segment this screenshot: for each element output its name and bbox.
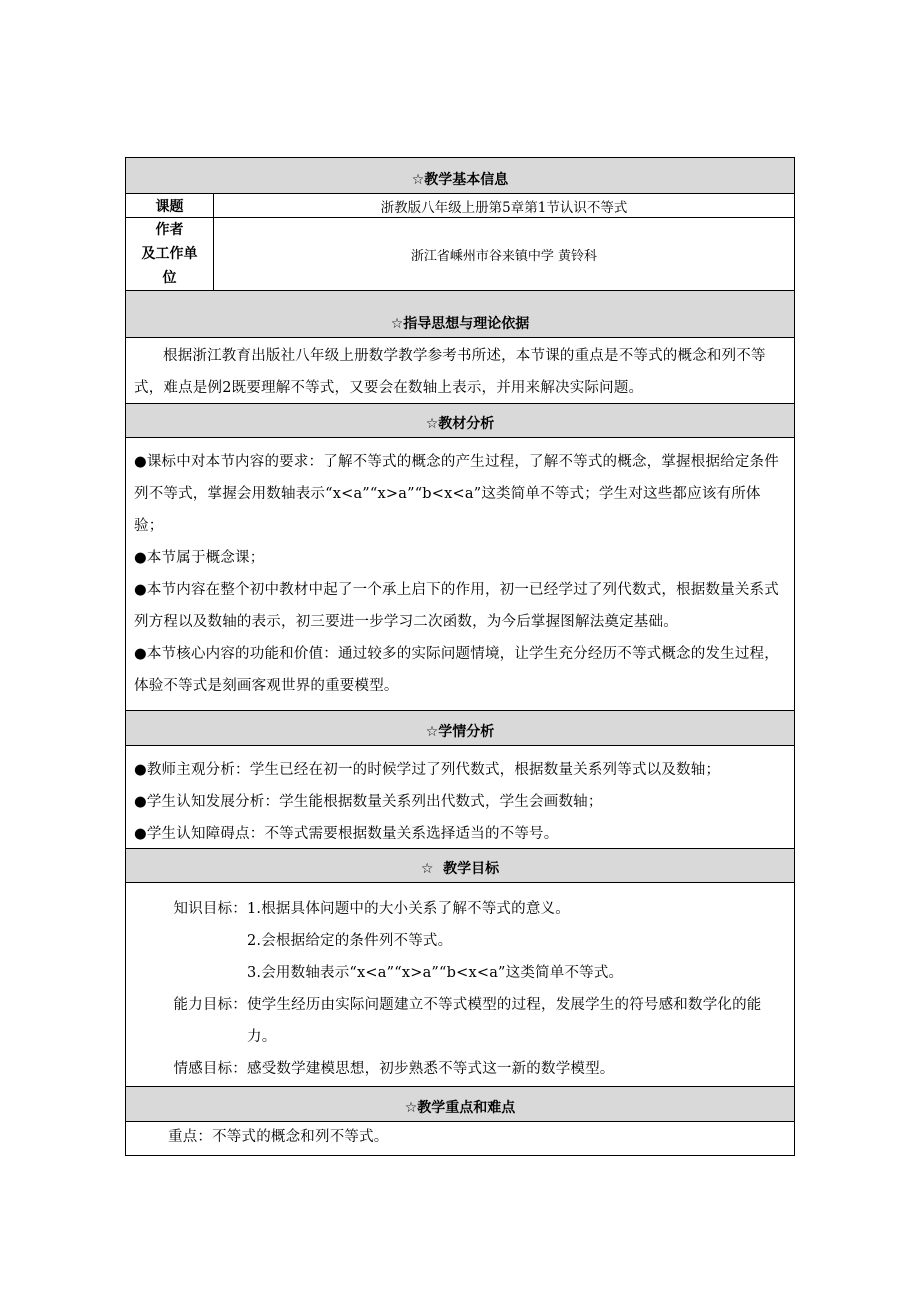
material-item: ●本节内容在整个初中教材中起了一个承上启下的作用，初一已经学过了列代数式，根据数量关系式列方程以及数轴的表示，初三要进一步学习二次函数，为今后掌握图解法奠定基础。: [134, 582, 779, 630]
knowledge-goal: [134, 925, 786, 957]
section-header-student: [126, 711, 794, 746]
section-title: ☆教学重点和难点: [404, 1100, 516, 1116]
goals-body: [126, 883, 794, 1087]
section-title: ☆指导思想与理论依据: [390, 316, 530, 332]
author-label-line-3: 位: [162, 270, 177, 286]
topic-row: [126, 194, 794, 218]
ability-goal-label: 能力目标：: [173, 997, 247, 1013]
spacer: [134, 925, 247, 957]
knowledge-goal: [134, 957, 786, 989]
topic-value: 浙教版八年级上册第5章第1节认识不等式: [380, 199, 628, 216]
guiding-paragraph: 根据浙江教育出版社八年级上册数学教学参考书所述，本节课的重点是不等式的概念和列不等式，难点是例2既要理解不等式，又要会在数轴上表示，并用来解决实际问题。: [134, 348, 766, 396]
knowledge-goal-3: 3.会用数轴表示“x<a”“x>a”“b<x<a”这类简单不等式。: [247, 965, 624, 981]
student-body: [126, 746, 794, 849]
section-header-basic-info: [126, 158, 794, 194]
knowledge-goal-label: 知识目标：: [173, 901, 247, 917]
keypoints-body: [126, 1122, 794, 1155]
material-item: ●课标中对本节内容的要求：了解不等式的概念的产生过程，了解不等式的概念，掌握根据给定条件列不等式，掌握会用数轴表示“x<a”“x>a”“b<x<a”这类简单不等式；学生对这些都应该有所体验；: [134, 454, 779, 534]
section-header-goals: [126, 849, 794, 883]
knowledge-goal: [134, 893, 786, 925]
emotion-goal-text: 感受数学建模思想，初步熟悉不等式这一新的数学模型。: [247, 1061, 615, 1077]
section-title: ☆ 教学目标: [420, 861, 500, 877]
author-label: [126, 218, 214, 290]
author-label-line-2: 及工作单: [141, 246, 198, 262]
material-item: ●本节属于概念课；: [134, 550, 265, 566]
guiding-body: [126, 338, 794, 404]
ability-goal: [134, 989, 786, 1053]
author-label-line-1: 作者: [155, 222, 184, 238]
topic-label-text: 课题: [155, 198, 184, 215]
knowledge-goal-2: 2.会根据给定的条件列不等式。: [247, 933, 453, 949]
author-row: [126, 218, 794, 291]
section-title: ☆教材分析: [425, 416, 495, 432]
material-body: [126, 438, 794, 711]
section-header-material: [126, 404, 794, 438]
student-item: ●学生认知发展分析：学生能根据数量关系列出代数式，学生会画数轴；: [134, 794, 603, 810]
knowledge-goal-1: 1.根据具体问题中的大小关系了解不等式的意义。: [247, 901, 570, 917]
section-title: ☆学情分析: [425, 724, 495, 740]
keypoint-text: 重点：不等式的概念和列不等式。: [168, 1129, 389, 1145]
emotion-goal-label: 情感目标：: [173, 1061, 247, 1077]
section-header-guiding: [126, 291, 794, 338]
section-header-keypoints: [126, 1087, 794, 1122]
section-title: ☆教学基本信息: [411, 172, 509, 188]
student-item: ●学生认知障碍点：不等式需要根据数量关系选择适当的不等号。: [134, 826, 559, 842]
spacer: [134, 957, 247, 989]
topic-label: [126, 194, 214, 217]
author-value: 浙江省嵊州市谷来镇中学 黄铃科: [410, 248, 598, 264]
emotion-goal: [134, 1053, 786, 1085]
student-item: ●教师主观分析：学生已经在初一的时候学过了列代数式，根据数量关系列等式以及数轴；: [134, 762, 721, 778]
material-item: ●本节核心内容的功能和价值：通过较多的实际问题情境，让学生充分经历不等式概念的发生过程，体验不等式是刻画客观世界的重要模型。: [134, 646, 779, 694]
ability-goal-text: 使学生经历由实际问题建立不等式模型的过程，发展学生的符号感和数学化的能力。: [247, 997, 762, 1045]
lesson-plan-table: [125, 157, 795, 1156]
